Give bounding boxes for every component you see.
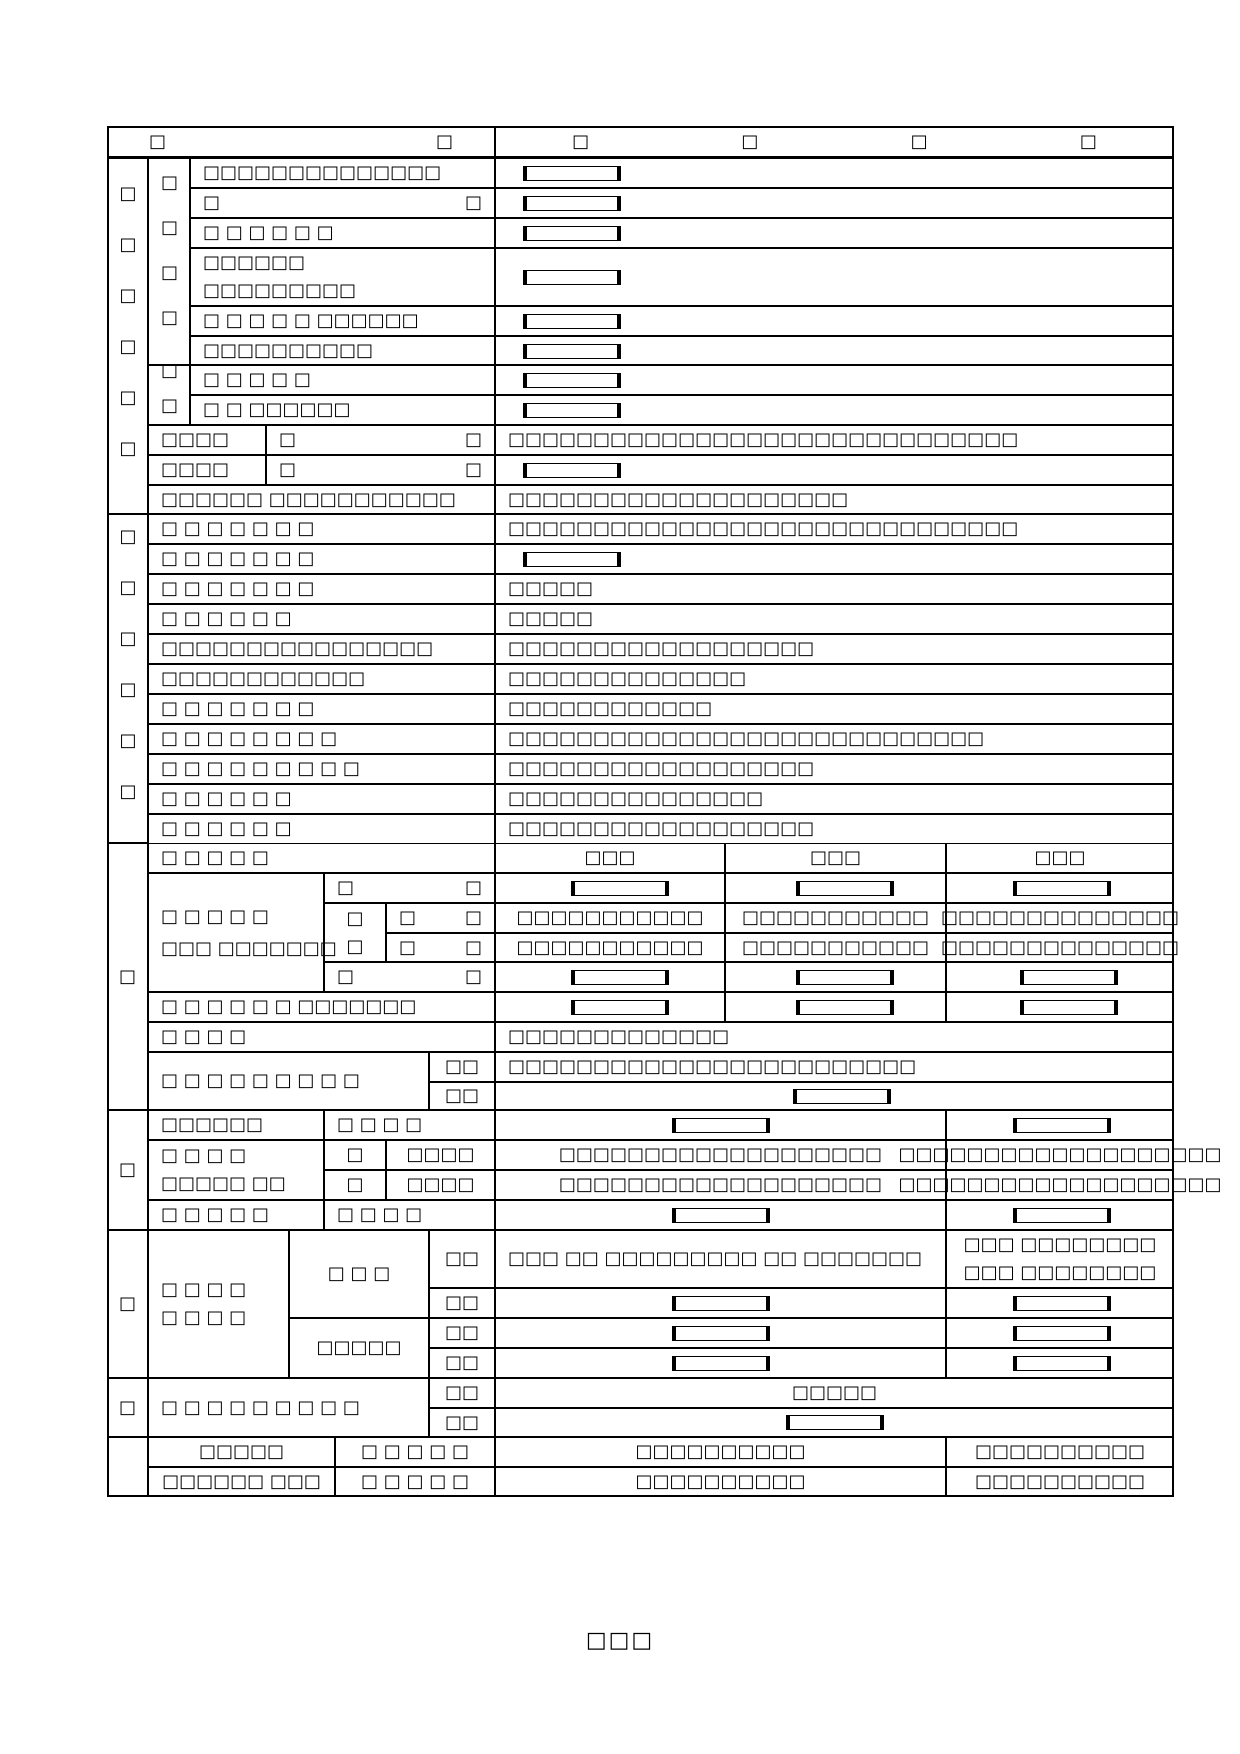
- t6-label: □ □ □ □ □ □ □ □ □: [148, 1378, 429, 1437]
- t4-r1c1: [495, 1110, 946, 1140]
- t4-label-2: □ □ □ □ □□□□□ □□: [148, 1140, 324, 1200]
- t5-r2c2: [946, 1288, 1174, 1318]
- row-mid-value: □□□□□□□□□□□□□□: [495, 664, 1174, 694]
- t4-r2c1: □□□□□□□□□□□□□□□□□□□: [495, 1140, 946, 1170]
- t3-row-simple-value: □□□□□□□□□□□□□: [495, 1022, 1174, 1052]
- value-bar: [1020, 1000, 1118, 1015]
- t5-r3c2: [946, 1318, 1174, 1348]
- value-bar: [672, 1118, 770, 1133]
- section-6-title: □: [107, 1378, 148, 1437]
- row-mid-value: □□□□□□□□□□□□□□□□□□: [495, 634, 1174, 664]
- row-top-5-label: □ □ □ □ □ □□□□□□: [190, 306, 495, 336]
- row-top-8-label: □ □ □□□□□□: [190, 395, 495, 425]
- row-mid-value: □□□□□□□□□□□□□□□□□□□□□□□□□□□□: [495, 724, 1174, 754]
- t3-r1c1: [495, 873, 725, 903]
- row-mid-value: □□□□□□□□□□□□□□□□□□□□□□□□□□□□□□: [495, 514, 1174, 544]
- t3-r3c2: □□□□□□□□□□□: [725, 933, 946, 962]
- t3-row-split-value: □□□□□□□□□□□□□□□□□□□□□□□□: [495, 1052, 1174, 1082]
- t5-r3c1: [495, 1318, 946, 1348]
- row-top-7-label: □ □ □ □ □: [190, 365, 495, 395]
- row-top-9-label-b: □ □: [266, 425, 495, 455]
- header-left-a: □: [148, 130, 166, 152]
- section-5-title: □: [107, 1230, 148, 1378]
- value-bar: [523, 403, 621, 418]
- t5-label: □ □ □ □ □ □ □ □: [148, 1230, 289, 1378]
- t3-row-split-r2: □□: [429, 1082, 495, 1110]
- value-bar: [523, 226, 621, 241]
- value-bar: [1013, 1296, 1111, 1311]
- row-top-5-value: [495, 306, 1174, 336]
- t3-col2-header: □□□: [725, 843, 946, 873]
- t4-sub-3: □: [324, 1170, 386, 1200]
- t4-r3c2: □□□□□□□□□□□□□□□□□□□: [946, 1170, 1174, 1200]
- t7-val-1r: □□□□□□□□□□: [946, 1437, 1174, 1467]
- group-1-label: □□□□: [148, 158, 190, 365]
- group-2-label: □□: [148, 365, 190, 425]
- t4-sub-2r: □□□□: [386, 1140, 495, 1170]
- t3-r5c1: [495, 992, 725, 1022]
- row-mid-label: □ □ □ □ □ □ □: [148, 514, 495, 544]
- row-top-4-label: □□□□□□ □□□□□□□□□: [190, 248, 495, 306]
- t6-r2: □□: [429, 1408, 495, 1437]
- t3-r1c2: [725, 873, 946, 903]
- value-bar: [672, 1296, 770, 1311]
- t3-r2c1: □□□□□□□□□□□: [495, 903, 725, 933]
- value-bar: [523, 270, 621, 285]
- t5-r3: □□: [429, 1318, 495, 1348]
- t7-val-2: □□□□□□□□□□: [495, 1467, 946, 1497]
- row-top-11-label: □□□□□□ □□□□□□□□□□□: [148, 485, 495, 514]
- row-mid-label: □ □ □ □ □ □: [148, 814, 495, 844]
- header-right-1: □: [572, 130, 590, 152]
- row-mid-value: □□□□□: [495, 574, 1174, 604]
- t3-sub-b1: □ □: [386, 903, 495, 933]
- value-bar: [523, 344, 621, 359]
- t3-r4c2: [725, 962, 946, 992]
- t3-col1-header: □□□: [495, 843, 725, 873]
- value-bar: [523, 314, 621, 329]
- t3-r5c3: [946, 992, 1174, 1022]
- section-7-spacer: [107, 1437, 148, 1497]
- value-bar: [796, 1000, 894, 1015]
- row-mid-value: [495, 544, 1174, 574]
- t3-row-split-r1: □□: [429, 1052, 495, 1082]
- row-top-3-value: [495, 218, 1174, 248]
- t3-r4c3: [946, 962, 1174, 992]
- t4-r1c2: [946, 1110, 1174, 1140]
- value-bar: [523, 166, 621, 181]
- t4-sub-2: □: [324, 1140, 386, 1170]
- value-bar: [672, 1356, 770, 1371]
- row-top-7-value: [495, 365, 1174, 395]
- value-bar: [1013, 1326, 1111, 1341]
- t3-sub-a: □ □: [324, 873, 495, 903]
- t3-r2c2: □□□□□□□□□□□: [725, 903, 946, 933]
- t3-sub-b: □ □: [324, 903, 386, 962]
- header-right-cell: [495, 126, 1174, 158]
- t3-r4c1: [495, 962, 725, 992]
- t6-val1: □□□□□: [495, 1378, 1174, 1408]
- value-bar: [1020, 970, 1118, 985]
- row-top-4-value: [495, 248, 1174, 306]
- row-mid-value: □□□□□□□□□□□□□□□: [495, 784, 1174, 814]
- row-mid-label: □□□□□□□□□□□□□□□□: [148, 634, 495, 664]
- value-bar: [523, 463, 621, 478]
- t4-sub-1: □ □ □ □: [324, 1110, 495, 1140]
- row-top-2-label: □ □: [190, 188, 495, 218]
- row-mid-label: □ □ □ □ □ □ □ □ □: [148, 754, 495, 784]
- t3-sub-c: □ □: [324, 962, 495, 992]
- row-top-9-value: □□□□□□□□□□□□□□□□□□□□□□□□□□□□□□: [495, 425, 1174, 455]
- t4-r3c1: □□□□□□□□□□□□□□□□□□□: [495, 1170, 946, 1200]
- row-mid-value: □□□□□□□□□□□□□□□□□□: [495, 814, 1174, 844]
- section-4-title: □: [107, 1110, 148, 1230]
- t7-val-1: □□□□□□□□□□: [495, 1437, 946, 1467]
- row-top-9-label-a: □□□□: [148, 425, 266, 455]
- t3-head-label: □ □ □ □ □: [148, 843, 495, 873]
- t5-r4c2: [946, 1348, 1174, 1378]
- value-bar: [786, 1415, 884, 1430]
- value-bar: [1013, 881, 1111, 896]
- row-top-8-value: [495, 395, 1174, 425]
- t3-row-split-bar: [495, 1082, 1174, 1110]
- row-top-6-value: [495, 336, 1174, 365]
- row-mid-label: □ □ □ □ □ □ □: [148, 694, 495, 724]
- section-2-title: □□□□□□: [107, 514, 148, 843]
- header-right-4: □: [1079, 130, 1097, 152]
- t4-label-1: □□□□□□: [148, 1110, 324, 1140]
- t5-r2c1: [495, 1288, 946, 1318]
- value-bar: [571, 970, 669, 985]
- t6-r1: □□: [429, 1378, 495, 1408]
- row-mid-label: □ □ □ □ □ □ □ □: [148, 724, 495, 754]
- t5-r4: □□: [429, 1348, 495, 1378]
- t3-row-split-label: □ □ □ □ □ □ □ □ □: [148, 1052, 429, 1110]
- value-bar: [523, 552, 621, 567]
- section-3-title: □: [107, 843, 148, 1110]
- header-left-b: □: [436, 130, 454, 152]
- t7-label-1: □□□□□: [148, 1437, 335, 1467]
- row-top-2-value: [495, 188, 1174, 218]
- value-bar: [1013, 1208, 1111, 1223]
- value-bar: [672, 1208, 770, 1223]
- row-top-11-value: □□□□□□□□□□□□□□□□□□□□: [495, 485, 1174, 514]
- t5-sub-2: □□□□□: [289, 1318, 429, 1378]
- row-mid-value: □□□□□□□□□□□□: [495, 694, 1174, 724]
- row-mid-label: □ □ □ □ □ □ □: [148, 544, 495, 574]
- t3-group-label: □ □ □ □ □ □□□ □□□□□□□: [148, 873, 324, 992]
- t3-r3c1: □□□□□□□□□□□: [495, 933, 725, 962]
- row-top-1-value: [495, 158, 1174, 188]
- value-bar: [672, 1326, 770, 1341]
- t5-text-1r: □□□ □□□□□□□□ □□□ □□□□□□□□: [946, 1230, 1174, 1288]
- t3-sub-b2: □ □: [386, 933, 495, 962]
- header-left-cell: [107, 126, 495, 158]
- row-mid-label: □ □ □ □ □ □ □: [148, 574, 495, 604]
- value-bar: [571, 881, 669, 896]
- row-top-10-label-a: □□□□: [148, 455, 266, 485]
- row-mid-label: □ □ □ □ □ □: [148, 784, 495, 814]
- value-bar: [1013, 1356, 1111, 1371]
- t4-r4c2: [946, 1200, 1174, 1230]
- header-right-3: □: [910, 130, 928, 152]
- row-mid-value: □□□□□: [495, 604, 1174, 634]
- t5-text-1: □□□ □□ □□□□□□□□□ □□ □□□□□□□: [495, 1230, 946, 1288]
- row-top-10-value: [495, 455, 1174, 485]
- t5-r4c1: [495, 1348, 946, 1378]
- section-1-title-text: □□□□□□: [117, 183, 139, 489]
- value-bar: [793, 1089, 891, 1104]
- t3-row-simple: □ □ □ □: [148, 1022, 495, 1052]
- row-top-10-label-b: □ □: [266, 455, 495, 485]
- t3-col3-header: □□□: [946, 843, 1174, 873]
- t4-label-4: □ □ □ □ □: [148, 1200, 324, 1230]
- row-mid-label: □□□□□□□□□□□□: [148, 664, 495, 694]
- page-number: □□□: [585, 1628, 655, 1653]
- t5-r1: □□: [429, 1230, 495, 1288]
- row-mid-value: □□□□□□□□□□□□□□□□□□: [495, 754, 1174, 784]
- value-bar: [796, 881, 894, 896]
- t3-r1c3: [946, 873, 1174, 903]
- t6-val2: [495, 1408, 1174, 1437]
- value-bar: [1013, 1118, 1111, 1133]
- t3-row-long: □ □ □ □ □ □ □□□□□□□: [148, 992, 495, 1022]
- t4-sub-4: □ □ □ □: [324, 1200, 495, 1230]
- t5-r2: □□: [429, 1288, 495, 1318]
- t5-sub-1: □ □ □: [289, 1230, 429, 1318]
- value-bar: [796, 970, 894, 985]
- t7-sub-2: □ □ □ □ □: [335, 1467, 495, 1497]
- t3-r3c3: □□□□□□□□□□□□□□: [946, 933, 1174, 962]
- t4-r4c1: [495, 1200, 946, 1230]
- row-mid-label: □ □ □ □ □ □: [148, 604, 495, 634]
- t7-sub-1: □ □ □ □ □: [335, 1437, 495, 1467]
- value-bar: [523, 196, 621, 211]
- row-top-1-label: □□□□□□□□□□□□□□: [190, 158, 495, 188]
- section-1-title: [107, 158, 148, 514]
- t3-r5c2: [725, 992, 946, 1022]
- value-bar: [523, 373, 621, 388]
- t4-r2c2: □□□□□□□□□□□□□□□□□□□: [946, 1140, 1174, 1170]
- header-right-2: □: [741, 130, 759, 152]
- row-top-6-label: □□□□□□□□□□: [190, 336, 495, 365]
- row-top-3-label: □ □ □ □ □ □: [190, 218, 495, 248]
- t4-sub-3r: □□□□: [386, 1170, 495, 1200]
- t7-label-2: □□□□□□ □□□: [148, 1467, 335, 1497]
- value-bar: [571, 1000, 669, 1015]
- t7-val-2r: □□□□□□□□□□: [946, 1467, 1174, 1497]
- t3-r2c3: □□□□□□□□□□□□□□: [946, 903, 1174, 933]
